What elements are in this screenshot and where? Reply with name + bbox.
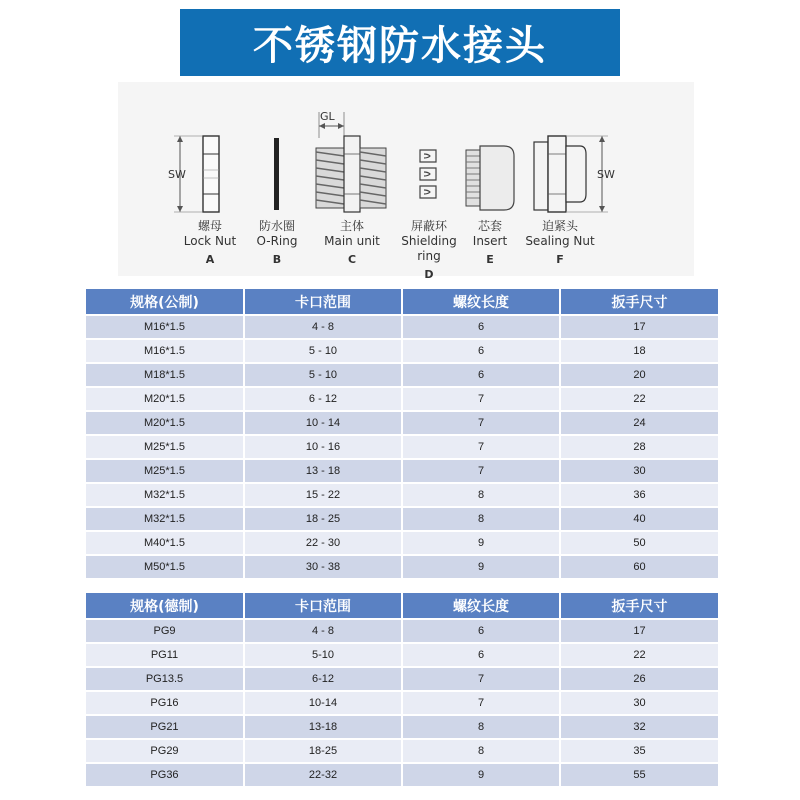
- part-cn-name: 防水圈: [258, 219, 295, 233]
- cell-thread-length: 7: [402, 691, 560, 715]
- cell-thread-length: 8: [402, 715, 560, 739]
- cell-wrench-size: 28: [560, 435, 718, 459]
- cell-wrench-size: 55: [560, 763, 718, 786]
- sw-dimension-label-left: SW: [168, 168, 186, 181]
- table-row: [86, 363, 718, 387]
- cell-wrench-size: 18: [560, 339, 718, 363]
- cell-clamp-range: 10-14: [244, 691, 402, 715]
- part-en-name: O-Ring: [256, 234, 298, 248]
- table-row: [86, 715, 718, 739]
- cell-clamp-range: 5 - 10: [244, 339, 402, 363]
- page-title: 不锈钢防水接头: [253, 23, 547, 69]
- cell-clamp-range: 5 - 10: [244, 363, 402, 387]
- cell-clamp-range: 22-32: [244, 763, 402, 786]
- header-clamp-range: 卡口范围: [244, 593, 402, 619]
- cell-wrench-size: 22: [560, 643, 718, 667]
- part-label-d: [390, 219, 468, 282]
- part-cn-name: 屏蔽环: [410, 219, 447, 233]
- shielding-ring-drawing: [420, 150, 436, 198]
- part-en-name: Insert: [472, 234, 508, 248]
- part-label-e: [468, 219, 512, 267]
- cell-thread-length: 8: [402, 483, 560, 507]
- cell-thread-length: 6: [402, 363, 560, 387]
- cell-spec: M20*1.5: [86, 411, 244, 435]
- table-row: [86, 555, 718, 578]
- cell-thread-length: 9: [402, 763, 560, 786]
- sw-dimension-label-right: SW: [597, 168, 615, 181]
- table-row: [86, 459, 718, 483]
- cell-clamp-range: 5-10: [244, 643, 402, 667]
- part-label-b: [246, 219, 308, 267]
- cell-thread-length: 7: [402, 459, 560, 483]
- table-row: [86, 643, 718, 667]
- pg-table-body: [86, 619, 718, 786]
- table-row: [86, 531, 718, 555]
- header-wrench-size: 扳手尺寸: [560, 289, 718, 315]
- title-banner: [180, 9, 620, 76]
- cell-thread-length: 7: [402, 411, 560, 435]
- table-row: [86, 739, 718, 763]
- header-clamp-range: 卡口范围: [244, 289, 402, 315]
- part-en-name: Lock Nut: [183, 234, 237, 248]
- table-row: [86, 411, 718, 435]
- part-letter: E: [486, 253, 494, 266]
- table-row: [86, 619, 718, 643]
- metric-spec-table: [86, 289, 718, 578]
- header-wrench-size: 扳手尺寸: [560, 593, 718, 619]
- cell-spec: M40*1.5: [86, 531, 244, 555]
- cell-wrench-size: 22: [560, 387, 718, 411]
- table-header-row: [86, 593, 718, 619]
- table-row: [86, 763, 718, 786]
- cell-wrench-size: 26: [560, 667, 718, 691]
- table-row: [86, 483, 718, 507]
- cell-spec: M25*1.5: [86, 459, 244, 483]
- header-spec: 规格(德制): [86, 593, 244, 619]
- cell-wrench-size: 50: [560, 531, 718, 555]
- cell-thread-length: 7: [402, 387, 560, 411]
- cell-clamp-range: 18-25: [244, 739, 402, 763]
- part-label-a: [180, 219, 240, 267]
- cell-clamp-range: 10 - 16: [244, 435, 402, 459]
- cell-wrench-size: 32: [560, 715, 718, 739]
- cell-clamp-range: 6 - 12: [244, 387, 402, 411]
- cell-wrench-size: 17: [560, 619, 718, 643]
- cell-clamp-range: 18 - 25: [244, 507, 402, 531]
- part-cn-name: 主体: [339, 219, 364, 233]
- part-cn-name: 芯套: [477, 219, 502, 233]
- cell-spec: PG21: [86, 715, 244, 739]
- cell-thread-length: 9: [402, 555, 560, 578]
- part-en-name: Shielding ring: [401, 234, 457, 263]
- cell-thread-length: 7: [402, 435, 560, 459]
- parts-diagram: [118, 82, 694, 281]
- sealing-nut-drawing: [534, 136, 586, 212]
- cell-spec: M32*1.5: [86, 483, 244, 507]
- part-label-f: [518, 219, 602, 267]
- cell-thread-length: 6: [402, 339, 560, 363]
- table-row: [86, 315, 718, 339]
- cell-spec: M32*1.5: [86, 507, 244, 531]
- cell-spec: PG13.5: [86, 667, 244, 691]
- main-unit-drawing: [316, 136, 386, 212]
- cell-spec: PG11: [86, 643, 244, 667]
- part-letter: B: [272, 253, 282, 266]
- cell-thread-length: 8: [402, 739, 560, 763]
- cell-spec: PG16: [86, 691, 244, 715]
- cell-wrench-size: 40: [560, 507, 718, 531]
- part-letter: A: [205, 253, 215, 266]
- cell-wrench-size: 30: [560, 691, 718, 715]
- cell-clamp-range: 30 - 38: [244, 555, 402, 578]
- pg-spec-table: [86, 593, 718, 786]
- table-row: [86, 435, 718, 459]
- insert-drawing: [466, 146, 514, 210]
- table-row: [86, 339, 718, 363]
- cell-clamp-range: 13-18: [244, 715, 402, 739]
- gl-dimension-label: GL: [320, 110, 335, 123]
- cell-thread-length: 6: [402, 619, 560, 643]
- cell-spec: PG36: [86, 763, 244, 786]
- cell-spec: M25*1.5: [86, 435, 244, 459]
- lock-nut-drawing: [203, 136, 219, 212]
- metric-table-body: [86, 315, 718, 578]
- cell-thread-length: 8: [402, 507, 560, 531]
- cell-clamp-range: 22 - 30: [244, 531, 402, 555]
- part-letter: C: [347, 253, 357, 266]
- cell-clamp-range: 6-12: [244, 667, 402, 691]
- cell-wrench-size: 30: [560, 459, 718, 483]
- cell-wrench-size: 17: [560, 315, 718, 339]
- cell-thread-length: 9: [402, 531, 560, 555]
- cell-wrench-size: 20: [560, 363, 718, 387]
- cell-spec: PG29: [86, 739, 244, 763]
- part-letter: D: [424, 268, 434, 281]
- header-thread-length: 螺纹长度: [402, 289, 560, 315]
- cell-thread-length: 7: [402, 667, 560, 691]
- part-cn-name: 迫紧头: [541, 219, 578, 233]
- cell-thread-length: 6: [402, 315, 560, 339]
- cell-clamp-range: 4 - 8: [244, 619, 402, 643]
- part-label-c: [318, 219, 386, 267]
- cell-thread-length: 6: [402, 643, 560, 667]
- part-en-name: Sealing Nut: [525, 234, 595, 248]
- cell-wrench-size: 24: [560, 411, 718, 435]
- cell-spec: PG9: [86, 619, 244, 643]
- header-thread-length: 螺纹长度: [402, 593, 560, 619]
- table-row: [86, 667, 718, 691]
- table-row: [86, 691, 718, 715]
- cell-wrench-size: 60: [560, 555, 718, 578]
- table-row: [86, 387, 718, 411]
- part-letter: F: [556, 253, 564, 266]
- cell-spec: M16*1.5: [86, 315, 244, 339]
- part-cn-name: 螺母: [197, 219, 222, 233]
- table-row: [86, 507, 718, 531]
- cell-spec: M18*1.5: [86, 363, 244, 387]
- cell-wrench-size: 35: [560, 739, 718, 763]
- header-spec: 规格(公制): [86, 289, 244, 315]
- cell-spec: M16*1.5: [86, 339, 244, 363]
- cell-clamp-range: 10 - 14: [244, 411, 402, 435]
- cell-spec: M20*1.5: [86, 387, 244, 411]
- table-header-row: [86, 289, 718, 315]
- cell-clamp-range: 13 - 18: [244, 459, 402, 483]
- cell-spec: M50*1.5: [86, 555, 244, 578]
- cell-clamp-range: 15 - 22: [244, 483, 402, 507]
- part-en-name: Main unit: [324, 234, 380, 248]
- o-ring-drawing: [274, 138, 279, 210]
- cell-clamp-range: 4 - 8: [244, 315, 402, 339]
- cell-wrench-size: 36: [560, 483, 718, 507]
